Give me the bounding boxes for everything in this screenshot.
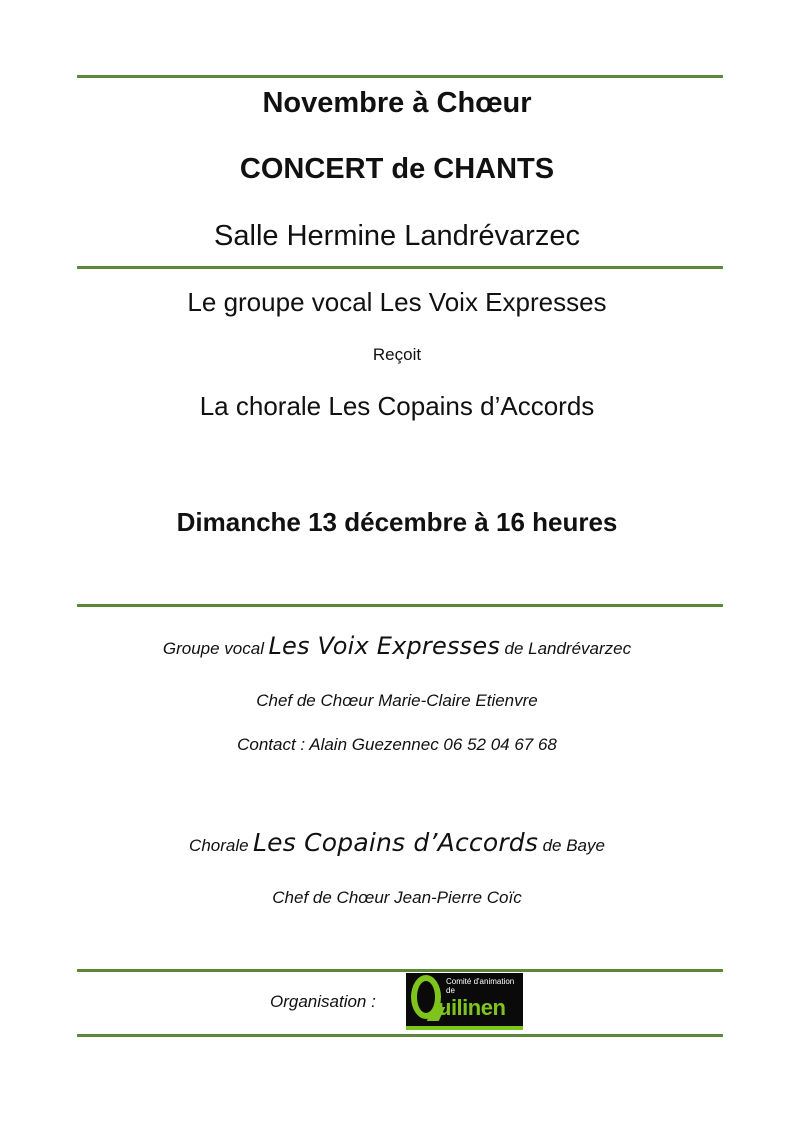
- group2-chef: Chef de Chœur Jean-Pierre Coïc: [272, 888, 522, 907]
- host-group-line: Le groupe vocal Les Voix Expresses: [187, 287, 607, 317]
- organisation-label: Organisation :: [270, 992, 376, 1011]
- receives-line: Reçoit: [372, 345, 422, 364]
- venue-heading: Salle Hermine Landrévarzec: [214, 220, 580, 252]
- group1-suffix: de Landrévarzec: [504, 639, 632, 658]
- logo-text-name: uilinen: [438, 995, 506, 1020]
- divider-footer-top: [77, 969, 723, 972]
- divider-footer-bottom: [77, 1034, 723, 1037]
- group2-prefix: Chorale: [189, 836, 249, 855]
- logo-text-top: Comité d'animation de: [446, 977, 515, 995]
- divider-top: [77, 75, 723, 78]
- event-date: Dimanche 13 décembre à 16 heures: [176, 507, 618, 537]
- group1-name: Les Voix Expresses: [268, 632, 501, 660]
- divider-middle: [77, 604, 723, 607]
- logo-bar: [406, 1026, 523, 1030]
- group2-name: Les Copains d’Accords: [253, 828, 539, 857]
- group1-line: [0, 632, 794, 660]
- group1-prefix: Groupe vocal: [162, 639, 264, 658]
- group2-line: [0, 828, 794, 857]
- concert-heading: CONCERT de CHANTS: [239, 153, 555, 185]
- group2-suffix: de Baye: [542, 836, 605, 855]
- guest-group-line: La chorale Les Copains d’Accords: [199, 391, 595, 421]
- group1-chef: Chef de Chœur Marie-Claire Etienvre: [256, 691, 538, 710]
- group1-contact: Contact : Alain Guezennec 06 52 04 67 68: [237, 735, 557, 754]
- divider-venue: [77, 266, 723, 269]
- quilinen-logo: [406, 973, 523, 1030]
- event-title: Novembre à Chœur: [262, 87, 532, 119]
